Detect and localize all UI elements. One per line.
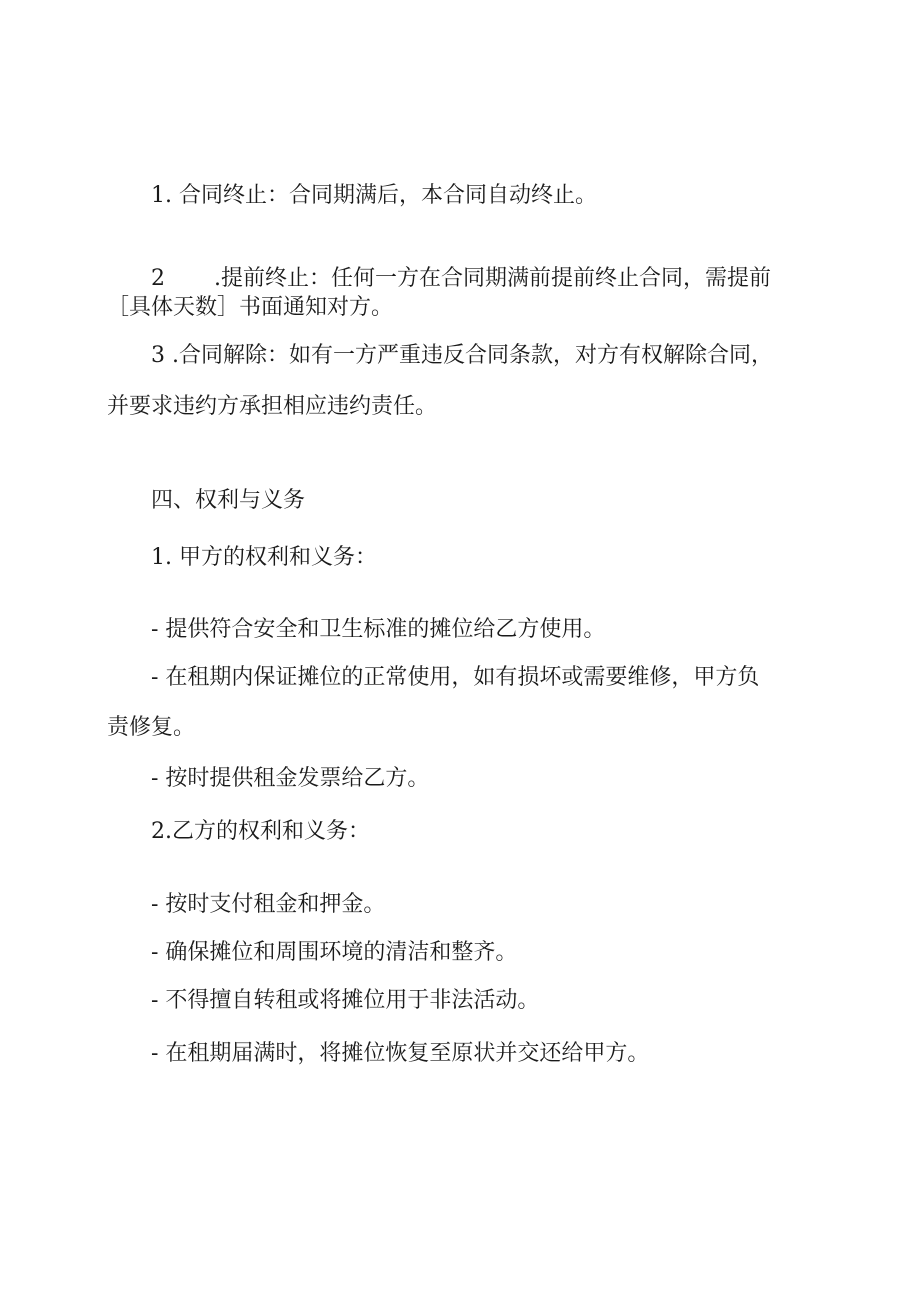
party-a-bullet-2-line-1: - 在租期内保证摊位的正常使用，如有损坏或需要维修，甲方负 [151,665,760,690]
party-a-bullet-1: - 提供符合安全和卫生标准的摊位给乙方使用。 [151,617,606,642]
section-heading-rights: 四、权利与义务 [151,488,306,513]
termination-item-3-line-1: 3 .合同解除：如有一方严重违反合同条款，对方有权解除合同， [151,343,773,368]
termination-item-2-line-1: 2 .提前终止：任何一方在合同期满前提前终止合同，需提前 [151,266,771,291]
party-b-bullet-3: - 不得擅自转租或将摊位用于非法活动。 [151,988,540,1013]
party-a-title: 1. 甲方的权利和义务： [151,545,377,570]
party-b-bullet-4: - 在租期届满时，将摊位恢复至原状并交还给甲方。 [151,1041,650,1066]
termination-item-3-line-2: 并要求违约方承担相应违约责任。 [107,394,438,419]
party-b-bullet-1: - 按时支付租金和押金。 [151,892,386,917]
termination-item-2-line-2: ［具体天数］书面通知对方。 [107,295,394,320]
party-a-bullet-3: - 按时提供租金发票给乙方。 [151,766,430,791]
termination-item-1: 1. 合同终止：合同期满后，本合同自动终止。 [151,183,597,208]
party-a-bullet-2-line-2: 责修复。 [107,715,196,740]
party-b-title: 2.乙方的权利和义务： [151,819,370,844]
party-b-bullet-2: - 确保摊位和周围环境的清洁和整齐。 [151,940,518,965]
